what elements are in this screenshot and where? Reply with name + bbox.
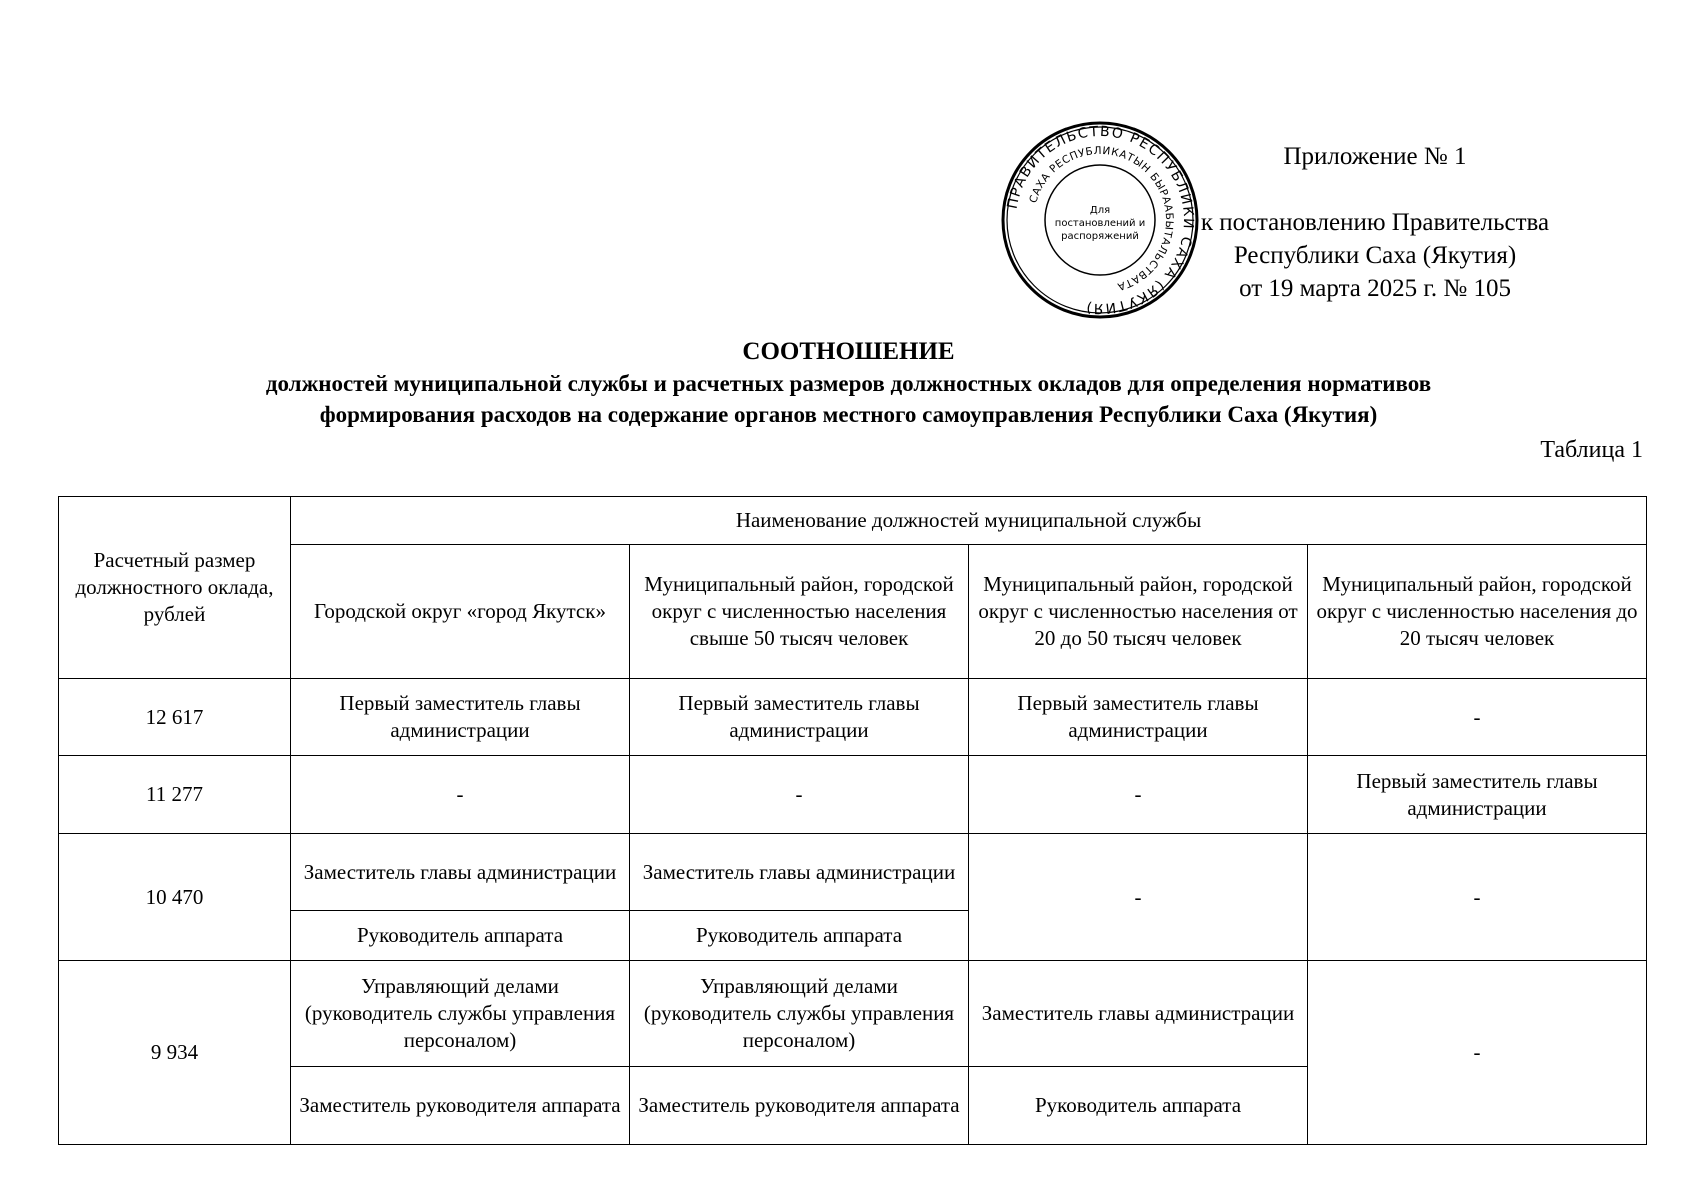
document-subtitle-line-1: должностей муниципальной службы и расчетных размеров должностных окладов для определения нормативов — [265, 371, 1432, 396]
column-header-20-50k: Муниципальный район, городской округ с численностью населения от 20 до 50 тысяч человек — [969, 545, 1308, 679]
positions-header: Наименование должностей муниципальной службы — [291, 497, 1647, 545]
table-cell-empty: - — [969, 756, 1308, 834]
table-cell: Руководитель аппарата — [291, 911, 630, 961]
table-row — [59, 679, 1647, 756]
table-cell-empty: - — [1308, 961, 1647, 1145]
table-cell: Заместитель главы администрации — [291, 834, 630, 911]
table-cell: Управляющий делами (руководитель службы управления персоналом) — [291, 961, 630, 1067]
table-cell-empty: - — [630, 756, 969, 834]
table-cell: Руководитель аппарата — [630, 911, 969, 961]
seal-inner-text: САХА РЕСПУБЛИКАТЫН БЫРААБЫТАЛЬСТВАТА — [1027, 144, 1176, 293]
table-label: Таблица 1 — [1540, 437, 1643, 463]
table-cell-empty: - — [969, 834, 1308, 961]
annex-number: Приложение № 1 — [1283, 143, 1467, 170]
table-cell-empty: - — [1308, 679, 1647, 756]
table-cell: Заместитель руководителя аппарата — [291, 1067, 630, 1145]
table-subheader-row — [59, 545, 1647, 679]
table-cell: Заместитель руководителя аппарата — [630, 1067, 969, 1145]
table-cell: Первый заместитель главы администрации — [630, 679, 969, 756]
table-cell: Первый заместитель главы администрации — [291, 679, 630, 756]
annex-line-2: Республики Саха (Якутия) — [1233, 242, 1517, 269]
annex-line-3: от 19 марта 2025 г. № 105 — [1239, 275, 1511, 302]
table-cell: Заместитель главы администрации — [969, 961, 1308, 1067]
table-cell: Заместитель главы администрации — [630, 834, 969, 911]
column-header-yakutsk: Городской округ «город Якутск» — [291, 545, 630, 679]
salary-cell: 10 470 — [59, 834, 291, 961]
annex-line-1: к постановлению Правительства — [1200, 209, 1550, 236]
table-cell-empty: - — [1308, 834, 1647, 961]
annex-reference — [1195, 206, 1555, 305]
table-cell-empty: - — [291, 756, 630, 834]
table-row — [59, 756, 1647, 834]
document-subtitle-line-2: формирования расходов на содержание органов местного самоуправления Республики Саха (Якутия) — [319, 402, 1378, 427]
table-cell: Руководитель аппарата — [969, 1067, 1308, 1145]
seal-center-line-1: Для — [1089, 205, 1111, 216]
seal-outer-text: ПРАВИТЕЛЬСТВО РЕСПУБЛИКИ САХА (ЯКУТИЯ) — [1004, 123, 1197, 317]
seal-center-line-2: постановлений и — [1054, 218, 1146, 229]
table-cell: Управляющий делами (руководитель службы управления персоналом) — [630, 961, 969, 1067]
table-cell: Первый заместитель главы администрации — [1308, 756, 1647, 834]
salary-cell: 12 617 — [59, 679, 291, 756]
salary-header: Расчетный размер должностного оклада, рублей — [59, 497, 291, 679]
table-cell: Первый заместитель главы администрации — [969, 679, 1308, 756]
seal-center-line-3: распоряжений — [1061, 231, 1139, 242]
column-header-over-50k: Муниципальный район, городской округ с численностью населения свыше 50 тысяч человек — [630, 545, 969, 679]
column-header-under-20k: Муниципальный район, городской округ с численностью населения до 20 тысяч человек — [1308, 545, 1647, 679]
table-header-row — [59, 497, 1647, 545]
document-title: СООТНОШЕНИЕ — [742, 338, 955, 365]
salary-table — [58, 496, 1647, 1145]
salary-cell: 11 277 — [59, 756, 291, 834]
table-row — [59, 961, 1647, 1067]
official-seal — [1000, 120, 1200, 320]
document-title-block — [0, 336, 1697, 430]
salary-cell: 9 934 — [59, 961, 291, 1145]
table-row — [59, 834, 1647, 911]
